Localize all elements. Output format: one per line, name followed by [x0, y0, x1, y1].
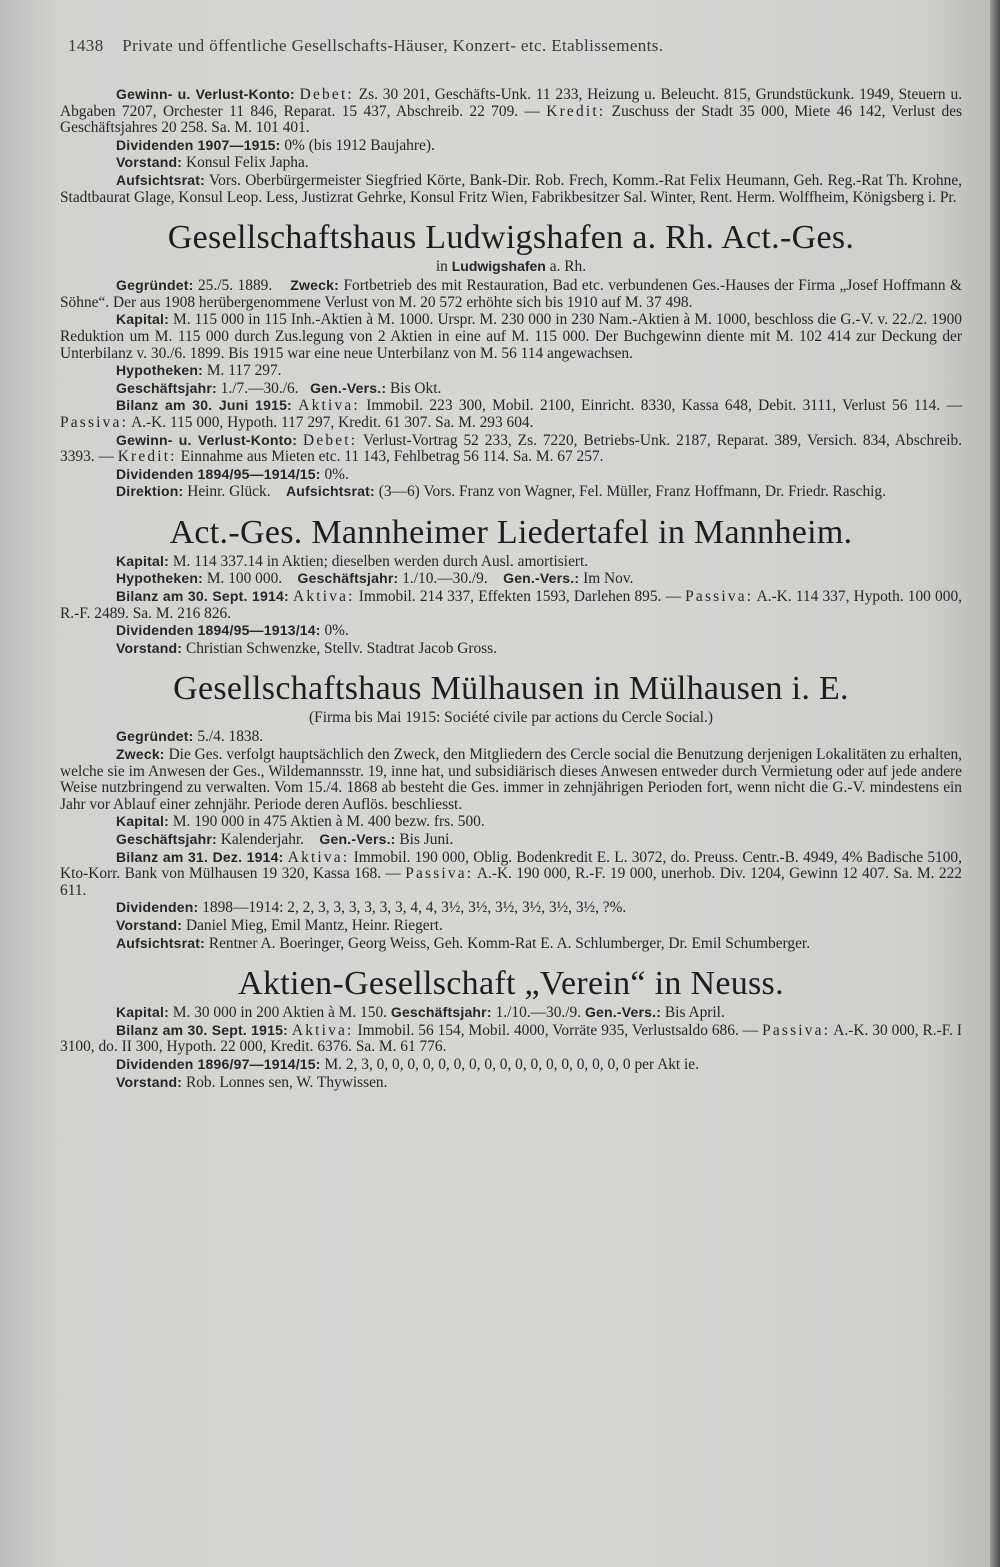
kapital-line: Kapital: M. 114 337.14 in Aktien; dieselben werden durch Ausl. amortisiert. — [116, 552, 589, 570]
bilanz-paragraph: Bilanz am 31. Dez. 1914: Aktiva: Immobil. 190 000, Oblig. Bodenkredit E. L. 3072, do. Preuss. Centr.-B. 4949, 4% Badische 5100, Kto-Korr. Bank von Mülhausen 19 320, Kassa 168. — Passiva: A.-K. 190 000, R.-F. 19 000, unerhob. Div. 1204, Gewinn 12 407. Sa. M. 222 611. — [60, 848, 962, 899]
dividenden-line: Dividenden 1894/95—1914/15: 0%. — [116, 465, 349, 483]
running-header — [68, 36, 962, 56]
page-edge-shadow — [990, 0, 1000, 1567]
geschaeftsjahr-line: Geschäftsjahr: Kalenderjahr. Gen.-Vers.: Bis Juni. — [116, 831, 454, 848]
vorstand-line: Vorstand: Konsul Felix Japha. — [116, 154, 309, 172]
entry-location: in Ludwigshafen a. Rh. — [435, 258, 587, 276]
entry-previous-continuation — [60, 86, 962, 206]
entry-title: Act.-Ges. Mannheimer Liedertafel in Mannheim. — [169, 513, 853, 551]
dividenden-line: Dividenden 1896/97—1914/15: M. 2, 3, 0, 0, 0, 0, 0, 0, 0, 0, 0, 0, 0, 0, 0, 0, 0, 0, 0 per Akt ie. — [116, 1055, 699, 1073]
running-title: Private und öffentliche Gesellschafts-Häuser, Konzert- etc. Etablissements. — [122, 36, 664, 55]
vorstand-line: Vorstand: Christian Schwenzke, Stellv. Stadtrat Jacob Gross. — [116, 639, 498, 657]
page-number: 1438 — [68, 36, 104, 55]
hypotheken-geschaeftsjahr-line: Hypotheken: M. 100 000. Geschäftsjahr: 1./10.—30./9. Gen.-Vers.: Im Nov. — [116, 570, 634, 588]
aufsichtsrat-paragraph: Aufsichtsrat: Vors. Oberbürgermeister Siegfried Körte, Bank-Dir. Rob. Frech, Komm.-Rat Felix Heumann, Geh. Reg.-Rat Th. Krohne, Stadtbaurat Glage, Konsul Leop. Less, Justizrat Gehrke, Konsul Fritz Wien, Fabrikbesitzer Sal. Winter, Rent. Herm. Wolffheim, Königsberg i. Pr. — [60, 171, 962, 206]
dividenden-line: Dividenden 1907—1915: 0% (bis 1912 Baujahre). — [116, 136, 435, 154]
gegruendet-zweck-paragraph: Gegründet: 25./5. 1889. Zweck: Fortbetrieb des mit Restauration, Bad etc. verbundenen Ges.-Hauses der Firma „Josef Hoffmann & Söhne“. Der aus 1908 herübergenommene Verlust von M. 20 572 erhöhte sich bis 1910 auf M. 37 498. — [60, 277, 963, 311]
entry-muelhausen — [60, 671, 962, 952]
dividenden-line: Dividenden 1894/95—1913/14: 0%. — [116, 622, 349, 640]
gegruendet-line: Gegründet: 5./4. 1838. — [116, 728, 264, 746]
kapital-paragraph: Kapital: M. 115 000 in 115 Inh.-Aktien à M. 1000. Urspr. M. 230 000 in 230 Nam.-Aktien à M. 1000, beschloss die G.-V. v. 22./2. 1900 Reduktion um M. 115 000 durch Zus.legung von 2 Aktien in eine auf M. 115 000. Der Buchgewinn diente mit M. 102 414 zur Deckung der Unterbilanz v. 30./6. 1899. Bis 1915 war eine neue Unterbilanz von M. 56 114 angewachsen. — [60, 311, 962, 362]
bilanz-paragraph: Bilanz am 30. Sept. 1914: Aktiva: Immobil. 214 337, Effekten 1593, Darlehen 895. — Passiva: A.-K. 114 337, Hypoth. 100 000, R.-F. 2489. Sa. M. 216 826. — [60, 588, 962, 622]
vorstand-line: Vorstand: Rob. Lonnes sen, W. Thywissen. — [116, 1073, 388, 1091]
entry-title: Gesellschaftshaus Ludwigshafen a. Rh. Act.-Ges. — [167, 219, 855, 257]
entry-mannheim — [60, 515, 962, 658]
direktion-aufsichtsrat-paragraph: Direktion: Heinr. Glück. Aufsichtsrat: (3—6) Vors. Franz von Wagner, Fel. Müller, Franz Hoffmann, Dr. Friedr. Raschig. — [116, 483, 886, 501]
vorstand-line: Vorstand: Daniel Mieg, Emil Mantz, Heinr. Riegert. — [116, 916, 443, 934]
gewinn-verlust-paragraph: Gewinn- u. Verlust-Konto: Debet: Verlust-Vortrag 52 233, Zs. 7220, Betriebs-Unk. 2187, Reparat. 389, Versich. 834, Abschreib. 3393. — Kredit: Einnahme aus Mieten etc. 11 143, Fehlbetrag 56 114. Sa. M. 67 257. — [60, 431, 963, 466]
hypotheken-line: Hypotheken: M. 117 297. — [116, 362, 282, 380]
gewinn-verlust-paragraph: Gewinn- u. Verlust-Konto: Debet: Zs. 30 201, Geschäfts-Unk. 11 233, Heizung u. Beleucht. 815, Grundstückunk. 1949, Steuern u. Abgaben 7207, Orchester 11 846, Reparat. 15 437, Abschreib. 22 709. — Kredit: Zuschuss der Stadt 35 000, Miete 46 142, Verlust des Geschäftsjahres 20 258. Sa. M. 101 401. — [60, 86, 963, 137]
kapital-line: Kapital: M. 30 000 in 200 Aktien à M. 150. Geschäftsjahr: 1./10.—30./9. Gen.-Vers.: Bis April. — [116, 1004, 725, 1022]
geschaeftsjahr-line: Geschäftsjahr: 1./7.—30./6. Gen.-Vers.: Bis Okt. — [116, 379, 442, 397]
zweck-paragraph: Zweck: Die Ges. verfolgt hauptsächlich den Zweck, den Mitgliedern des Cercle social die Benutzung derjenigen Lokalitäten zu erhalten, welche sie im Anwesen der Ges., Wildemannsstr. 19, inne hat, und subsidiärisch dieses Anwesen entweder durch Vermietung oder auf jede andere Weise nutzbringend zu verwalten. Vom 15./4. 1868 ab besteht die Ges. immer in zehnjährigen Perioden fort, wenn nicht die G.-V. mindestens ein Jahr vor Ablauf einer zehnjähr. Periode deren Auflös. beschliesst. — [60, 746, 962, 813]
dividenden-line: Dividenden: 1898—1914: 2, 2, 3, 3, 3, 3, 3, 3, 4, 4, 3½, 3½, 3½, 3½, 3½, 3½, ?%. — [116, 899, 627, 917]
entry-neuss — [60, 966, 962, 1091]
bilanz-paragraph: Bilanz am 30. Sept. 1915: Aktiva: Immobil. 56 154, Mobil. 4000, Vorräte 935, Verlustsaldo 686. — Passiva: A.-K. 30 000, R.-F. I 3100, do. II 300, Hypoth. 22 000, Kredit. 6376. Sa. M. 61 776. — [60, 1021, 963, 1056]
entry-title: Aktien-Gesellschaft „Verein“ in Neuss. — [238, 965, 784, 1003]
aufsichtsrat-paragraph: Aufsichtsrat: Rentner A. Boeringer, Georg Weiss, Geh. Komm-Rat E. A. Schlumberger, Dr. Emil Schumberger. — [116, 934, 811, 952]
firma-note: (Firma bis Mai 1915: Société civile par actions du Cercle Social.) — [309, 709, 713, 727]
entry-ludwigshafen — [60, 220, 962, 501]
kapital-line: Kapital: M. 190 000 in 475 Aktien à M. 400 bezw. frs. 500. — [116, 813, 485, 831]
bilanz-paragraph: Bilanz am 30. Juni 1915: Aktiva: Immobil. 223 300, Mobil. 2100, Einricht. 8330, Kassa 648, Debit. 3111, Verlust 56 114. — Passiva: A.-K. 115 000, Hypoth. 117 297, Kredit. 61 307. Sa. M. 293 604. — [60, 397, 962, 431]
entry-title: Gesellschaftshaus Mülhausen in Mülhausen i. E. — [173, 670, 849, 708]
